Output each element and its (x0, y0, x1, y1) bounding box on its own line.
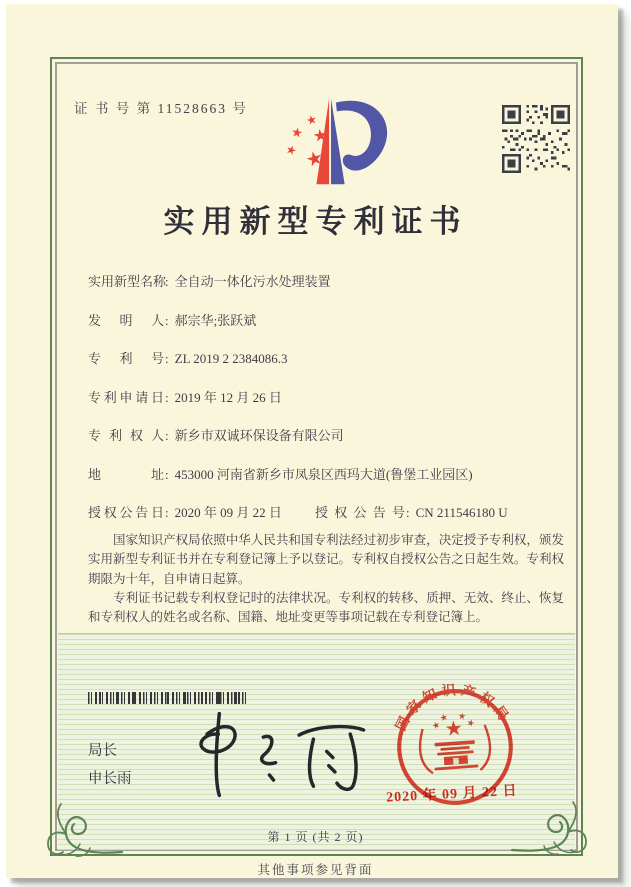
certificate-title: 实用新型专利证书 (163, 204, 468, 239)
field-label: 授权公告日 (88, 505, 164, 520)
field-value: 郝宗华;张跃斌 (174, 312, 257, 328)
field-row-inventor (88, 311, 566, 350)
field-label: 专利申请日 (88, 389, 164, 405)
handwritten-signature-icon (160, 702, 385, 807)
field-row-patent-number (88, 349, 566, 388)
field-colon: : (406, 505, 410, 520)
seal-emblem (418, 710, 492, 774)
commissioner-block (88, 737, 132, 793)
field-rows (88, 272, 566, 542)
field-colon: : (165, 351, 169, 366)
field-value: ZL 2019 2 2384086.3 (174, 351, 288, 366)
field-row-filing-date (88, 388, 566, 427)
qr-code-icon (502, 105, 570, 173)
field-label: 发明人 (88, 312, 164, 328)
field-row-patentee (88, 426, 566, 465)
page-number: 第 1 页 (共 2 页) (267, 830, 364, 844)
field-label: 授权公告号 (315, 505, 405, 520)
seal-date: 2020 年 09 月 22 日 (385, 783, 518, 806)
commissioner-name: 申长雨 (88, 771, 132, 787)
seal-ring-text: 国家知识产权局 (392, 682, 514, 734)
field-grant-number (315, 503, 508, 522)
legal-paragraph-1: 国家知识产权局依照中华人民共和国专利法经过初步审查，决定授予专利权，颁发实用新型专利证书并在专利登记簿上予以登记。专利权自授权公告之日起生效。专利权期限为十年，自申请日起算。 (88, 533, 564, 586)
certificate-number: 证 书 号 第 11528663 号 (74, 101, 248, 116)
commissioner-title: 局长 (88, 743, 117, 759)
field-colon: : (165, 505, 169, 520)
field-colon: : (165, 312, 169, 328)
field-value: 新乡市双诚环保设备有限公司 (174, 428, 344, 443)
back-side-note: 其他事项参见背面 (257, 863, 374, 877)
field-colon: : (165, 466, 169, 482)
field-value: 453000 河南省新乡市凤泉区西玛大道(鲁堡工业园区) (174, 466, 473, 482)
field-value: 2019 年 12 月 26 日 (174, 389, 282, 405)
cnipa-patent-logo-icon (268, 90, 396, 192)
field-label: 专利号 (88, 351, 164, 366)
field-value: 全自动一体化污水处理装置 (174, 274, 331, 289)
flourish-ornament-icon (510, 798, 590, 856)
field-row-address (88, 465, 566, 504)
legal-text (88, 531, 564, 627)
field-colon: : (165, 274, 169, 289)
field-label: 实用新型名称 (88, 274, 167, 289)
field-row-name (88, 272, 566, 311)
field-label: 地址 (88, 466, 164, 482)
svg-text:国家知识产权局 (389, 679, 514, 735)
field-colon: : (165, 428, 169, 443)
legal-paragraph-2: 专利证书记载专利权登记时的法律状况。专利权的转移、质押、无效、终止、恢复和专利权人的姓名或名称、国籍、地址变更等事项记载在专利登记簿上。 (88, 590, 564, 625)
field-colon: : (165, 389, 169, 405)
field-label: 专利权人 (88, 428, 164, 443)
field-value: 2020 年 09 月 22 日 (174, 505, 282, 520)
field-value: CN 211546180 U (415, 505, 508, 520)
